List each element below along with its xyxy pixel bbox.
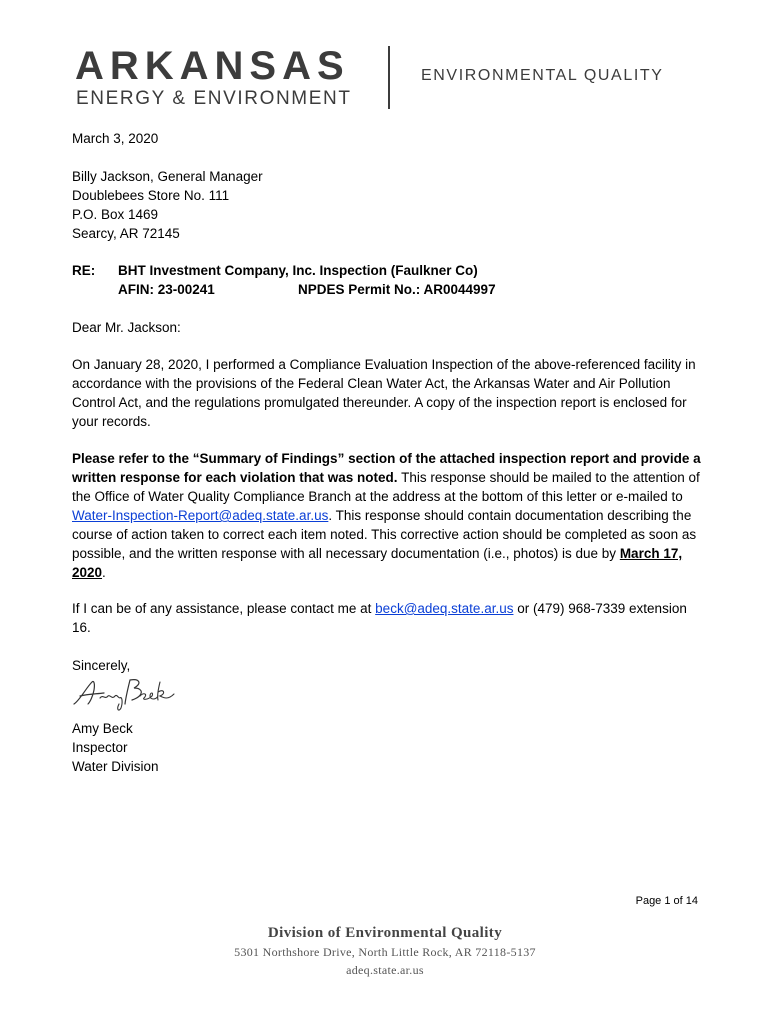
letter-date: March 3, 2020: [72, 131, 159, 146]
signer-title: Inspector: [72, 740, 128, 755]
due-date: March 17, 2020: [72, 546, 683, 580]
paragraph-contact: [72, 599, 702, 637]
letterhead-divider: [388, 46, 390, 109]
recipient-company: Doublebees Store No. 111: [72, 188, 230, 203]
signer-name: Amy Beck: [72, 721, 133, 736]
signer-block: [72, 719, 159, 776]
recipient-address: [72, 167, 263, 243]
paragraph-inspection: On January 28, 2020, I performed a Compliance Evaluation Inspection of the above-referenced facility in accordance with the provisions of the Federal Clean Water Act, the Arkansas Water and Air Pollution Control Act, and the regulations promulgated thereunder. A copy of the inspection report is enclosed for your records.: [72, 357, 696, 429]
bold-instruction: Please refer to the “Summary of Findings” section of the attached inspection report and provide a written response for each violation that was noted.: [72, 451, 701, 485]
division-name: ENVIRONMENTAL QUALITY: [421, 67, 664, 84]
paragraph-text: This response should be mailed to the attention of the Office of Water Quality Compliance Branch at the address at the bottom of this letter or e-mailed to: [72, 470, 700, 504]
signer-division: Water Division: [72, 759, 159, 774]
recipient-city: Searcy, AR 72145: [72, 226, 180, 241]
re-subject: BHT Investment Company, Inc. Inspection (Faulkner Co): [118, 263, 478, 278]
paragraph-text: or (479) 968-7339 extension 16.: [72, 601, 687, 635]
footer-division-title: Division of Environmental Quality: [267, 925, 503, 941]
re-label: RE:: [72, 263, 96, 278]
inspection-report-email-link[interactable]: Water-Inspection-Report@adeq.state.ar.us: [72, 508, 329, 523]
paragraph-response-request: [72, 449, 702, 582]
re-permit: NPDES Permit No.: AR0044997: [298, 282, 496, 297]
recipient-name: Billy Jackson, General Manager: [72, 169, 263, 184]
handwritten-signature: [70, 674, 180, 714]
brand-logo-text: ARKANSAS: [75, 44, 350, 88]
recipient-po-box: P.O. Box 1469: [72, 207, 159, 222]
closing: Sincerely,: [72, 658, 131, 673]
brand-subtitle: ENERGY & ENVIRONMENT: [76, 88, 352, 109]
page-number: Page 1 of 14: [635, 895, 698, 907]
re-afin: AFIN: 23-00241: [118, 282, 215, 297]
inspector-email-link[interactable]: beck@adeq.state.ar.us: [375, 601, 514, 616]
footer-address: 5301 Northshore Drive, North Little Rock, AR 72118-5137: [234, 945, 536, 959]
footer-website: adeq.state.ar.us: [346, 963, 424, 977]
salutation: Dear Mr. Jackson:: [72, 320, 181, 335]
paragraph-text: If I can be of any assistance, please contact me at: [72, 601, 376, 616]
paragraph-text: .: [102, 565, 106, 580]
paragraph-text: . This response should contain documentation describing the course of action taken to correct each item noted. This corrective action should be completed as soon as possible, and the written response with all necessary documentation (i.e., photos) is due by: [72, 508, 697, 561]
